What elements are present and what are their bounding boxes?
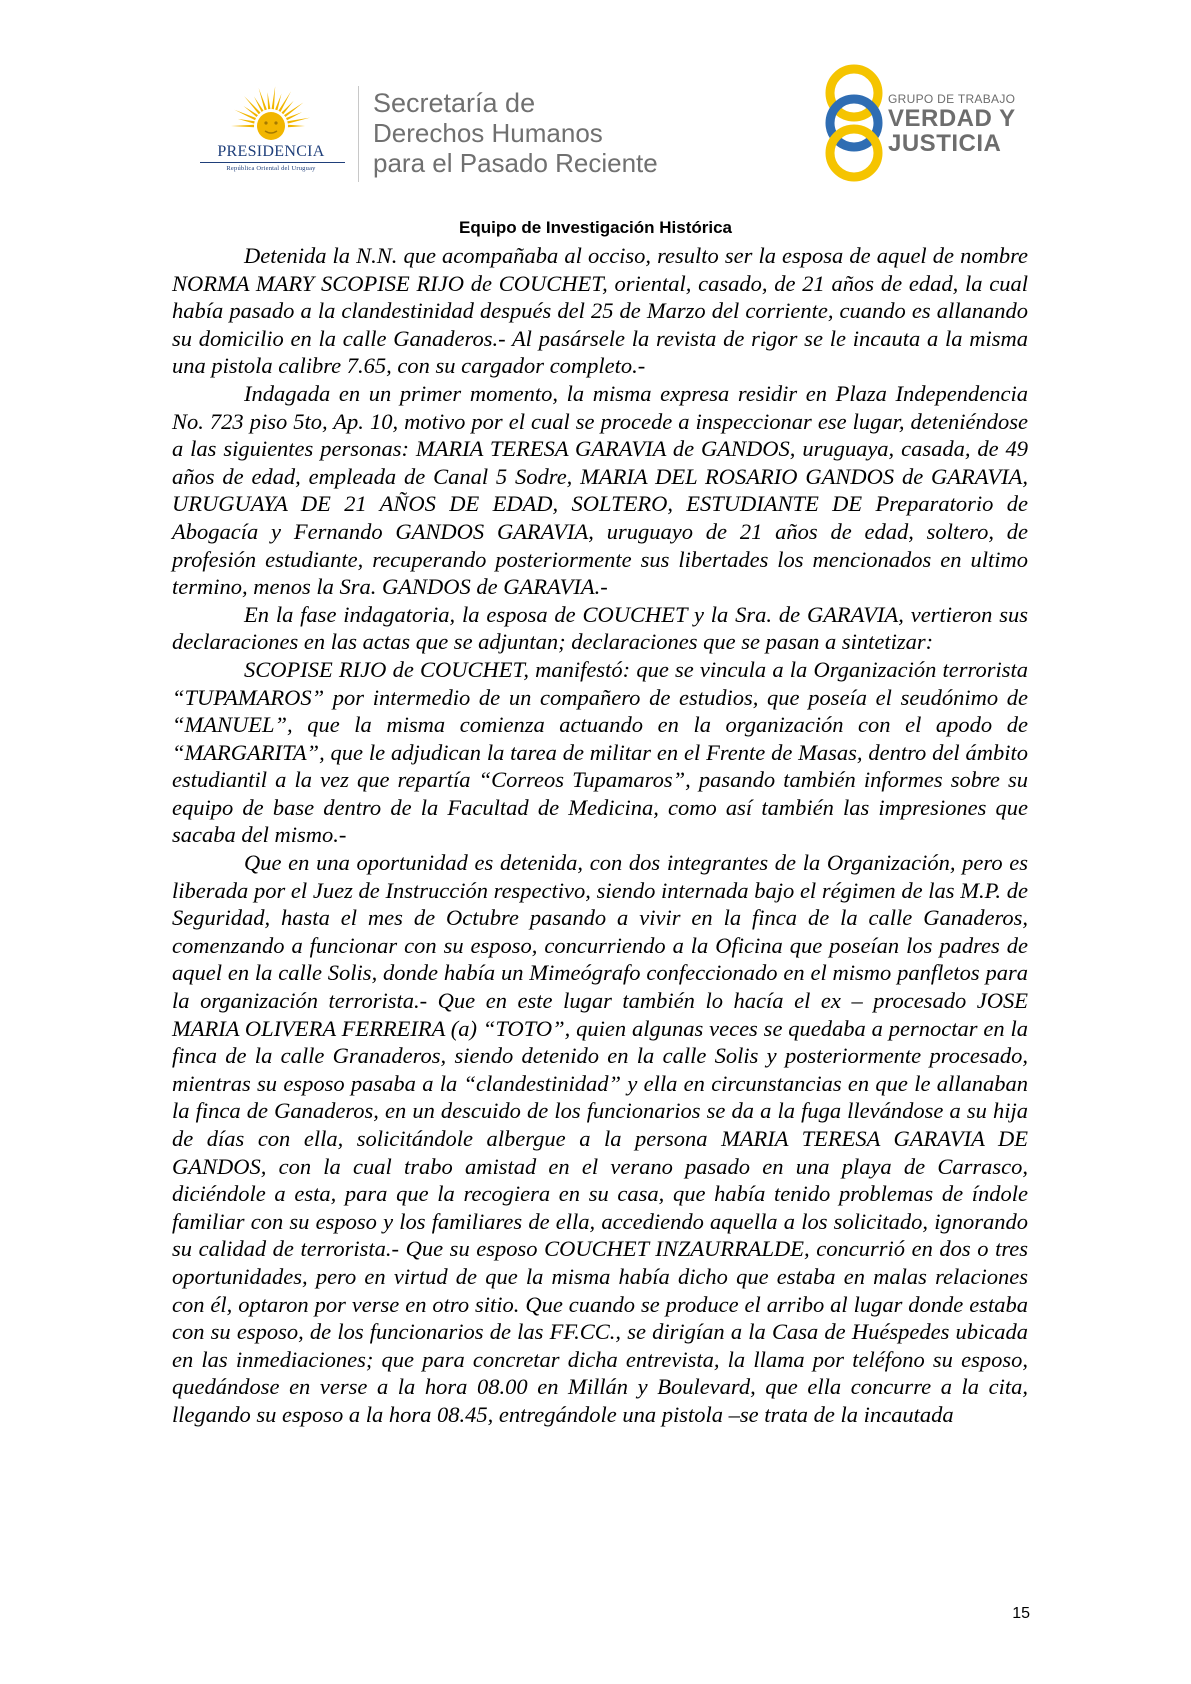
verdad-justicia-text (888, 92, 1016, 156)
paragraph: Que en una oportunidad es detenida, con dos integrantes de la Organización, pero es liberada por el Juez de Instrucción respectivo, siendo internada bajo el régimen de las M.P. de Seguridad, hasta el mes de Octubre pasando a vivir en la finca de la calle Ganaderos, comenzando a funcionar con su esposo, concurriendo a la Oficina que poseían los padres de aquel en la calle Solis, donde había un Mimeógrafo confeccionado en el mismo panfletos para la organización terrorista.- Que en este lugar también lo hacía el ex – procesado JOSE MARIA OLIVERA FERREIRA (a) “TOTO”, quien algunas veces se quedaba a pernoctar en la finca de la calle Granaderos, siendo detenido en la calle Solis y posteriormente procesado, mientras su esposo pasaba a la “clandestinidad” y ella en circunstancias en que le allanaban la finca de Ganaderos, en un descuido de los funcionarios se da a la fuga llevándose a su hija de días con ella, solicitándole albergue a la persona MARIA TERESA GARAVIA DE GANDOS, con la cual trabo amistad en el verano pasado en una playa de Carrasco, diciéndole a esta, para que la recogiera en su casa, que había tenido problemas de índole familiar con su esposo y los familiares de ella, accediendo aquella a los solicitado, ignorando su calidad de terrorista.- Que su esposo COUCHET INZAURRALDE, concurrió en dos o tres oportunidades, pero en virtud de que la misma había dicho que estaba en malas relaciones con él, optaron por verse en otro sitio. Que cuando se produce el arribo al lugar donde estaba con su esposo, de los funcionarios de las FF.CC., se dirigían a la Casa de Huéspedes ubicada en las inmediaciones; que para concretar dicha entrevista, la llama por teléfono su esposo, quedándose en verse a la hora 08.00 en Millán y Boulevard, que ella concurre a la cita, llegando su esposo a la hora 08.45, entregándole una pistola –se trata de la incautada (172, 850, 1028, 1427)
grupo-line-3: JUSTICIA (888, 130, 1002, 157)
header-divider (358, 86, 359, 182)
sun-ray (238, 119, 255, 124)
page-header (0, 0, 1191, 210)
secretaria-title (373, 88, 658, 178)
team-title: Equipo de Investigación Histórica (459, 218, 732, 237)
paragraph: Indagada en un primer momento, la misma expresa residir en Plaza Independencia No. 723 piso 5to, Ap. 10, motivo por el cual se procede a inspeccionar ese lugar, deteniéndose a las siguientes personas: MARIA TERESA GARAVIA de GANDOS, uruguaya, casada, de 49 años de edad, empleada de Canal 5 Sodre, MARIA DEL ROSARIO GANDOS de GARAVIA, URUGUAYA DE 21 AÑOS DE EDAD, SOLTERO, ESTUDIANTE DE Preparatorio de Abogacía y Fernando GANDOS GARAVIA, uruguayo de 21 años de edad, soltero, de profesión estudiante, recuperando posteriormente sus libertades los mencionados en ultimo termino, menos la Sra. GANDOS de GARAVIA.- (172, 380, 1028, 600)
sun-ray (272, 86, 276, 109)
presidencia-name: PRESIDENCIA (217, 143, 325, 160)
sun-ray (267, 92, 270, 109)
sun-ray (244, 96, 260, 114)
paragraph: SCOPISE RIJO de COUCHET, manifestó: que se vincula a la Organización terrorista “TUPAMAROS” por intermedio de un compañero de estudios, que poseía el seudónimo de “MANUEL”, que la misma comienza actuando en la organización con el apodo de “MARGARITA”, que le adjudican la tarea de militar en el Frente de Masas, dentro del ámbito estudiantil a la vez que repartía “Correos Tupamaros”, pasando también informes sobre su equipo de base dentro de la Facultad de Medicina, como así también las impresiones que sacaba del mismo.- (172, 656, 1028, 848)
page-number: 15 (1012, 1605, 1030, 1622)
sun-ray (281, 101, 293, 114)
secretaria-line-1: Secretaría de (373, 88, 536, 118)
grupo-line-2: VERDAD Y (888, 105, 1016, 132)
sun-ray (231, 125, 254, 127)
sun-ray (284, 102, 303, 117)
sun-ray (278, 91, 291, 112)
document-body (172, 242, 1028, 1429)
sun-ray (288, 125, 305, 127)
sun-ray (234, 110, 256, 120)
paragraph: Detenida la N.N. que acompañaba al occiso, resulto ser la esposa de aquel de nombre NORMA MARY SCOPISE RIJO de COUCHET, oriental, casado, de 21 años de edad, la cual había pasado a la clandestinidad después del 25 de Marzo del corriente, cuando es allanando su domicilio en la calle Ganaderos.- Al pasársele la revista de rigor se le incauta a la misma una pistola calibre 7.65, con su cargador completo.- (172, 243, 1028, 379)
secretaria-line-2: Derechos Humanos (373, 118, 603, 148)
sun-ray (287, 118, 310, 124)
secretaria-line-3: para el Pasado Reciente (373, 148, 658, 178)
paragraph: En la fase indagatoria, la esposa de COUCHET y la Sra. de GARAVIA, vertieron sus declaraciones en las actas que se adjuntan; declaraciones que se pasan a sintetizar: (172, 601, 1028, 655)
grupo-line-1: GRUPO DE TRABAJO (888, 92, 1016, 106)
presidencia-rule (200, 162, 345, 163)
verdad-justicia-rings-logo (814, 62, 894, 184)
presidencia-subtitle: República Oriental del Uruguay (226, 165, 316, 172)
